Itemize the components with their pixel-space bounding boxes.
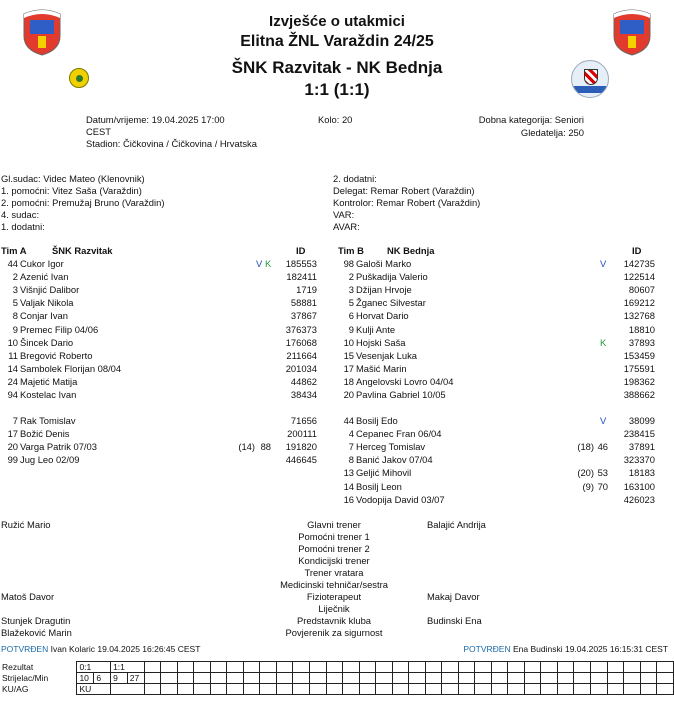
empty-grid-cell [657, 662, 674, 673]
player-name: Vesenjak Luka [356, 349, 417, 361]
player-name: Vodopija David 03/07 [356, 493, 445, 505]
official-right-line: AVAR: [333, 221, 360, 232]
empty-grid-cell [425, 673, 442, 684]
empty-grid-cell [640, 684, 657, 695]
player-number: 14 [343, 480, 354, 492]
player-name: Herceg Tomislav [356, 441, 426, 453]
team-a-head-coach: Ružić Mario [1, 519, 51, 530]
player-id: 132768 [623, 310, 655, 322]
empty-grid-cell [276, 673, 293, 684]
player-number: 15 [343, 349, 354, 361]
empty-grid-cell [475, 662, 492, 673]
empty-grid-cell [359, 662, 376, 673]
player-number: 5 [348, 297, 354, 309]
empty-grid-cell [541, 684, 558, 695]
empty-grid-cell [343, 684, 360, 695]
player-name: Bosilj Edo [356, 415, 398, 426]
empty-grid-cell [276, 684, 293, 695]
confirmation-left-text: Ivan Kolaric 19.04.2025 16:26:45 CEST [50, 644, 201, 654]
staff-role-label: Kondicijski trener [298, 555, 370, 566]
empty-grid-cell [227, 684, 244, 695]
player-number: 18 [343, 375, 354, 387]
player-name: Višnjić Dalibor [20, 284, 80, 296]
player-name: Varga Patrik 07/03 [20, 441, 97, 453]
player-id: 182411 [286, 271, 317, 283]
empty-grid-cell [442, 684, 459, 695]
staff-role-label: Medicinski tehničar/sestra [280, 579, 388, 590]
empty-grid-cell [260, 662, 277, 673]
player-number: 10 [7, 336, 18, 348]
empty-grid-cell [442, 673, 459, 684]
empty-grid-cell [442, 662, 459, 673]
staff-role-label: Trener vratara [304, 567, 364, 578]
player-number: 98 [343, 258, 354, 269]
substitution-minute: 70 [597, 480, 608, 492]
empty-grid-cell [657, 684, 674, 695]
empty-grid-cell [392, 673, 409, 684]
empty-grid-cell [392, 662, 409, 673]
empty-grid-cell [293, 662, 310, 673]
substitution-minute: 88 [260, 441, 271, 453]
staff-role-label: Liječnik [318, 603, 350, 614]
player-number: 44 [7, 258, 18, 269]
substitution-for: (18) [577, 441, 594, 453]
player-name: Rak Tomislav [20, 415, 76, 426]
official-right-line: Delegat: Remar Robert (Varaždin) [333, 185, 475, 196]
player-name: Valjak Nikola [20, 297, 74, 309]
empty-grid-cell [607, 684, 624, 695]
staff-role-label: Pomoćni trener 1 [298, 531, 370, 542]
player-name: Kostelac Ivan [20, 389, 77, 400]
player-id: 323370 [623, 454, 655, 466]
staff-role-label: Pomoćni trener 2 [298, 543, 370, 554]
scorer-label: Strijelac/Min [2, 673, 49, 683]
player-id: 426023 [623, 493, 655, 505]
staff-role-label: Predstavnik kluba [297, 615, 371, 626]
empty-grid-cell [376, 684, 393, 695]
player-name: Sambolek Florijan 08/04 [20, 362, 122, 374]
player-id: 37893 [628, 336, 655, 348]
player-id: 388662 [623, 389, 655, 400]
player-number: 6 [348, 310, 354, 322]
player-name: Mašić Marin [356, 362, 407, 374]
player-id: 169212 [623, 297, 655, 309]
empty-grid-cell [161, 673, 178, 684]
empty-grid-cell [243, 673, 260, 684]
player-number: 20 [343, 389, 354, 400]
player-number: 3 [12, 284, 18, 296]
official-right-line: 2. dodatni: [333, 173, 377, 184]
empty-grid-cell [491, 662, 508, 673]
empty-grid-cell [260, 673, 277, 684]
official-left-line: 4. sudac: [1, 209, 40, 220]
player-id: 176068 [285, 336, 317, 348]
empty-grid-cell [359, 684, 376, 695]
empty-grid-cell [624, 684, 641, 695]
player-name: Galoši Marko [356, 258, 412, 269]
player-name: Pavlina Gabriel 10/05 [356, 389, 446, 400]
player-number: 24 [7, 375, 18, 387]
empty-grid-cell [458, 684, 475, 695]
player-number: 9 [348, 323, 354, 335]
substitution-for: (14) [238, 441, 255, 453]
official-left-line: 1. pomoćni: Vitez Saša (Varaždin) [1, 185, 142, 196]
player-name: Božić Denis [20, 428, 70, 440]
empty-grid-cell [541, 662, 558, 673]
substitution-minute: 46 [597, 441, 608, 453]
player-number: 7 [348, 441, 354, 453]
player-id: 238415 [623, 428, 655, 440]
player-id: 376373 [285, 323, 317, 335]
empty-grid-cell [293, 673, 310, 684]
player-id: 198362 [623, 375, 655, 387]
player-id: 175591 [623, 362, 655, 374]
player-id: 38434 [290, 389, 317, 400]
empty-grid-cell [343, 662, 360, 673]
staff-role-label: Povjerenik za sigurnost [285, 627, 383, 638]
captain-marker: K [600, 336, 607, 348]
empty-grid-cell [475, 673, 492, 684]
player-number: 10 [343, 336, 354, 348]
player-id: 142735 [623, 258, 655, 269]
empty-grid-cell [640, 662, 657, 673]
goalkeeper-marker: V [600, 415, 607, 426]
goalkeeper-marker: V [600, 258, 607, 269]
player-id: 18183 [628, 467, 655, 479]
confirmation-left-status: POTVRĐEN [1, 644, 49, 654]
staff-role-label: Fizioterapeut [306, 591, 362, 602]
player-name: Šincek Dario [20, 336, 74, 348]
team-a-name: ŠNK Razvitak [52, 245, 113, 256]
empty-grid-cell [194, 673, 211, 684]
empty-grid-cell [624, 662, 641, 673]
player-number: 4 [348, 428, 354, 440]
competition-title: Elitna ŽNL Varaždin 24/25 [240, 33, 434, 50]
empty-grid-cell [144, 662, 161, 673]
player-name: Jug Leo 02/09 [20, 454, 80, 466]
player-number: 5 [12, 297, 18, 309]
confirmation-right-text: Ena Budinski 19.04.2025 16:15:31 CEST [513, 644, 668, 654]
ku-label: KU/AG [2, 684, 29, 694]
player-number: 2 [12, 271, 18, 283]
player-id: 80607 [628, 284, 655, 296]
player-number: 14 [7, 362, 18, 374]
empty-grid-cell [376, 662, 393, 673]
player-name: Hojski Saša [356, 336, 406, 348]
match-score: 1:1 (1:1) [304, 80, 370, 99]
report-title: Izvješće o utakmici [269, 13, 405, 30]
scorer-1-min: 6 [94, 673, 111, 684]
player-name: Premec Filip 04/06 [20, 323, 99, 335]
player-number: 7 [12, 415, 18, 426]
empty-grid-cell [591, 673, 608, 684]
empty-grid-cell [524, 673, 541, 684]
empty-grid-cell [326, 684, 343, 695]
empty-grid-cell [144, 673, 161, 684]
team-a-club-rep: Stunjek Dragutin [1, 615, 71, 626]
player-name: Cepanec Fran 06/04 [356, 428, 442, 440]
age-category: Dobna kategorija: Seniori [478, 114, 584, 125]
empty-grid-cell [508, 684, 525, 695]
player-number: 17 [343, 362, 354, 374]
empty-grid-cell [243, 662, 260, 673]
empty-grid-cell [491, 673, 508, 684]
empty-grid-cell [591, 684, 608, 695]
empty-grid-cell [210, 662, 227, 673]
player-id: 200111 [287, 428, 317, 440]
empty-grid-cell [458, 662, 475, 673]
empty-grid-cell [177, 684, 194, 695]
player-name: Džijan Hrvoje [356, 284, 412, 296]
staff-role-label: Glavni trener [307, 519, 361, 530]
empty-grid-cell [409, 662, 426, 673]
player-number: 3 [348, 284, 354, 296]
empty-grid-cell [243, 684, 260, 695]
player-number: 99 [7, 454, 18, 466]
empty-grid-cell [210, 673, 227, 684]
scorer-2-num: 9 [111, 673, 128, 684]
player-number: 16 [343, 493, 354, 505]
official-right-line: VAR: [333, 209, 355, 220]
confirmation-left [1, 644, 200, 654]
player-id: 185553 [285, 258, 317, 269]
player-number: 9 [12, 323, 18, 335]
empty-grid-cell [343, 673, 360, 684]
empty-grid-cell [458, 673, 475, 684]
match-stadium: Stadion: Čičkovina / Čičkovina / Hrvatska [86, 138, 257, 149]
empty-grid-cell [309, 673, 326, 684]
empty-grid-cell [276, 662, 293, 673]
player-number: 2 [348, 271, 354, 283]
player-id: 153459 [623, 349, 655, 361]
empty-grid-cell [491, 684, 508, 695]
goalkeeper-marker: V [256, 258, 263, 269]
official-left-line: Gl.sudac: Videc Mateo (Klenovnik) [1, 173, 145, 184]
player-number: 17 [7, 428, 18, 440]
player-number: 20 [7, 441, 18, 453]
player-id: 18810 [628, 323, 655, 335]
team-b-id-header: ID [632, 245, 642, 256]
empty-grid-cell [227, 673, 244, 684]
match-round: Kolo: 20 [318, 114, 353, 125]
empty-grid-cell [409, 673, 426, 684]
player-name: Puškadija Valerio [356, 271, 428, 283]
player-name: Bosilj Leon [356, 480, 402, 492]
empty-grid-cell [161, 684, 178, 695]
empty-grid-cell [144, 684, 161, 695]
spectators: Gledatelja: 250 [520, 127, 584, 138]
team-a-id-header: ID [296, 245, 306, 256]
player-number: 8 [348, 454, 354, 466]
score-cell-2: 1:1 [111, 662, 145, 673]
official-right-line: Kontrolor: Remar Robert (Varaždin) [333, 197, 481, 208]
empty-grid-cell [557, 684, 574, 695]
team-a-label: Tim A [1, 245, 27, 256]
player-id: 71656 [290, 415, 317, 426]
team-b-name: NK Bednja [387, 245, 435, 256]
team-b-physio: Makaj Davor [427, 591, 480, 602]
ku-cell: KU [77, 684, 111, 695]
empty-grid-cell [475, 684, 492, 695]
player-id: 1719 [296, 284, 317, 296]
player-id: 122514 [623, 271, 655, 283]
player-number: 94 [7, 389, 18, 400]
captain-marker: K [265, 258, 272, 269]
results-label: Rezultat [2, 662, 34, 672]
empty-grid-cell [574, 684, 591, 695]
empty-grid-cell [574, 662, 591, 673]
player-name: Azenić Ivan [20, 271, 69, 283]
player-id: 446645 [285, 454, 317, 466]
player-id: 163100 [623, 480, 655, 492]
empty-grid-cell [591, 662, 608, 673]
player-id: 191820 [285, 441, 317, 453]
player-id: 201034 [285, 362, 317, 374]
player-id: 44862 [290, 375, 317, 387]
player-id: 37891 [628, 441, 655, 453]
player-number: 8 [12, 310, 18, 322]
player-id: 211664 [286, 349, 317, 361]
empty-grid-cell [657, 673, 674, 684]
empty-grid-cell [607, 673, 624, 684]
team-b-club-rep: Budinski Ena [427, 615, 482, 626]
match-timezone: CEST [86, 126, 112, 137]
player-id: 58881 [290, 297, 317, 309]
empty-grid-cell [607, 662, 624, 673]
empty-grid-cell [359, 673, 376, 684]
empty-grid-cell [541, 673, 558, 684]
empty-grid-cell [309, 684, 326, 695]
empty-grid-cell [392, 684, 409, 695]
empty-grid-cell [624, 673, 641, 684]
match-title: ŠNK Razvitak - NK Bednja [231, 58, 443, 77]
empty-grid-cell [161, 662, 178, 673]
empty-grid-cell [425, 662, 442, 673]
team-b-head-coach: Balajić Andrija [427, 519, 486, 530]
empty-grid-cell [376, 673, 393, 684]
empty-grid-cell [557, 662, 574, 673]
score-cell-1: 0:1 [77, 662, 111, 673]
player-id: 38099 [628, 415, 655, 426]
match-datetime: Datum/vrijeme: 19.04.2025 17:00 [86, 114, 225, 125]
results-grid [0, 661, 674, 695]
empty-grid-cell [210, 684, 227, 695]
empty-grid-cell [409, 684, 426, 695]
empty-grid-cell [194, 662, 211, 673]
empty-grid-cell [508, 673, 525, 684]
empty-grid-cell [640, 673, 657, 684]
team-b-label: Tim B [338, 245, 364, 256]
empty-grid-cell [557, 673, 574, 684]
substitution-minute: 53 [597, 467, 608, 479]
player-name: Horvat Dario [356, 310, 409, 322]
player-number: 11 [8, 349, 18, 361]
empty-grid-cell [194, 684, 211, 695]
team-a-physio: Matoš Davor [1, 591, 55, 602]
empty-grid-cell [508, 662, 525, 673]
player-name: Bregović Roberto [20, 349, 93, 361]
empty-grid-cell [177, 662, 194, 673]
player-name: Kulji Ante [356, 323, 396, 335]
empty-grid-cell [524, 684, 541, 695]
player-number: 44 [343, 415, 354, 426]
player-name: Angelovski Lovro 04/04 [356, 375, 454, 387]
empty-grid-cell [293, 684, 310, 695]
substitution-for: (9) [582, 480, 594, 492]
confirmation-right [463, 644, 668, 654]
empty-grid-cell [227, 662, 244, 673]
player-id: 37867 [290, 310, 317, 322]
player-name: Geljić Mihovil [356, 467, 412, 479]
player-name: Cukor Igor [20, 258, 64, 269]
official-left-line: 1. dodatni: [1, 221, 45, 232]
player-name: Banić Jakov 07/04 [356, 454, 433, 466]
empty-grid-cell [425, 684, 442, 695]
empty-grid-cell [574, 673, 591, 684]
empty-grid-cell [326, 673, 343, 684]
player-name: Conjar Ivan [20, 310, 68, 322]
player-name: Majetić Matija [20, 375, 78, 387]
empty-grid-cell [177, 673, 194, 684]
empty-grid-cell [524, 662, 541, 673]
confirmation-right-status: POTVRĐEN [463, 644, 511, 654]
player-name: Žganec Silvestar [356, 297, 426, 309]
ku-cell-empty [111, 684, 145, 695]
scorer-1-num: 10 [77, 673, 94, 684]
empty-grid-cell [260, 684, 277, 695]
team-a-security: Blažeković Marin [1, 627, 72, 638]
official-left-line: 2. pomoćni: Premužaj Bruno (Varaždin) [1, 197, 165, 208]
scorer-2-min: 27 [127, 673, 144, 684]
empty-grid-cell [326, 662, 343, 673]
substitution-for: (20) [577, 467, 594, 479]
empty-grid-cell [309, 662, 326, 673]
player-number: 13 [343, 467, 354, 479]
